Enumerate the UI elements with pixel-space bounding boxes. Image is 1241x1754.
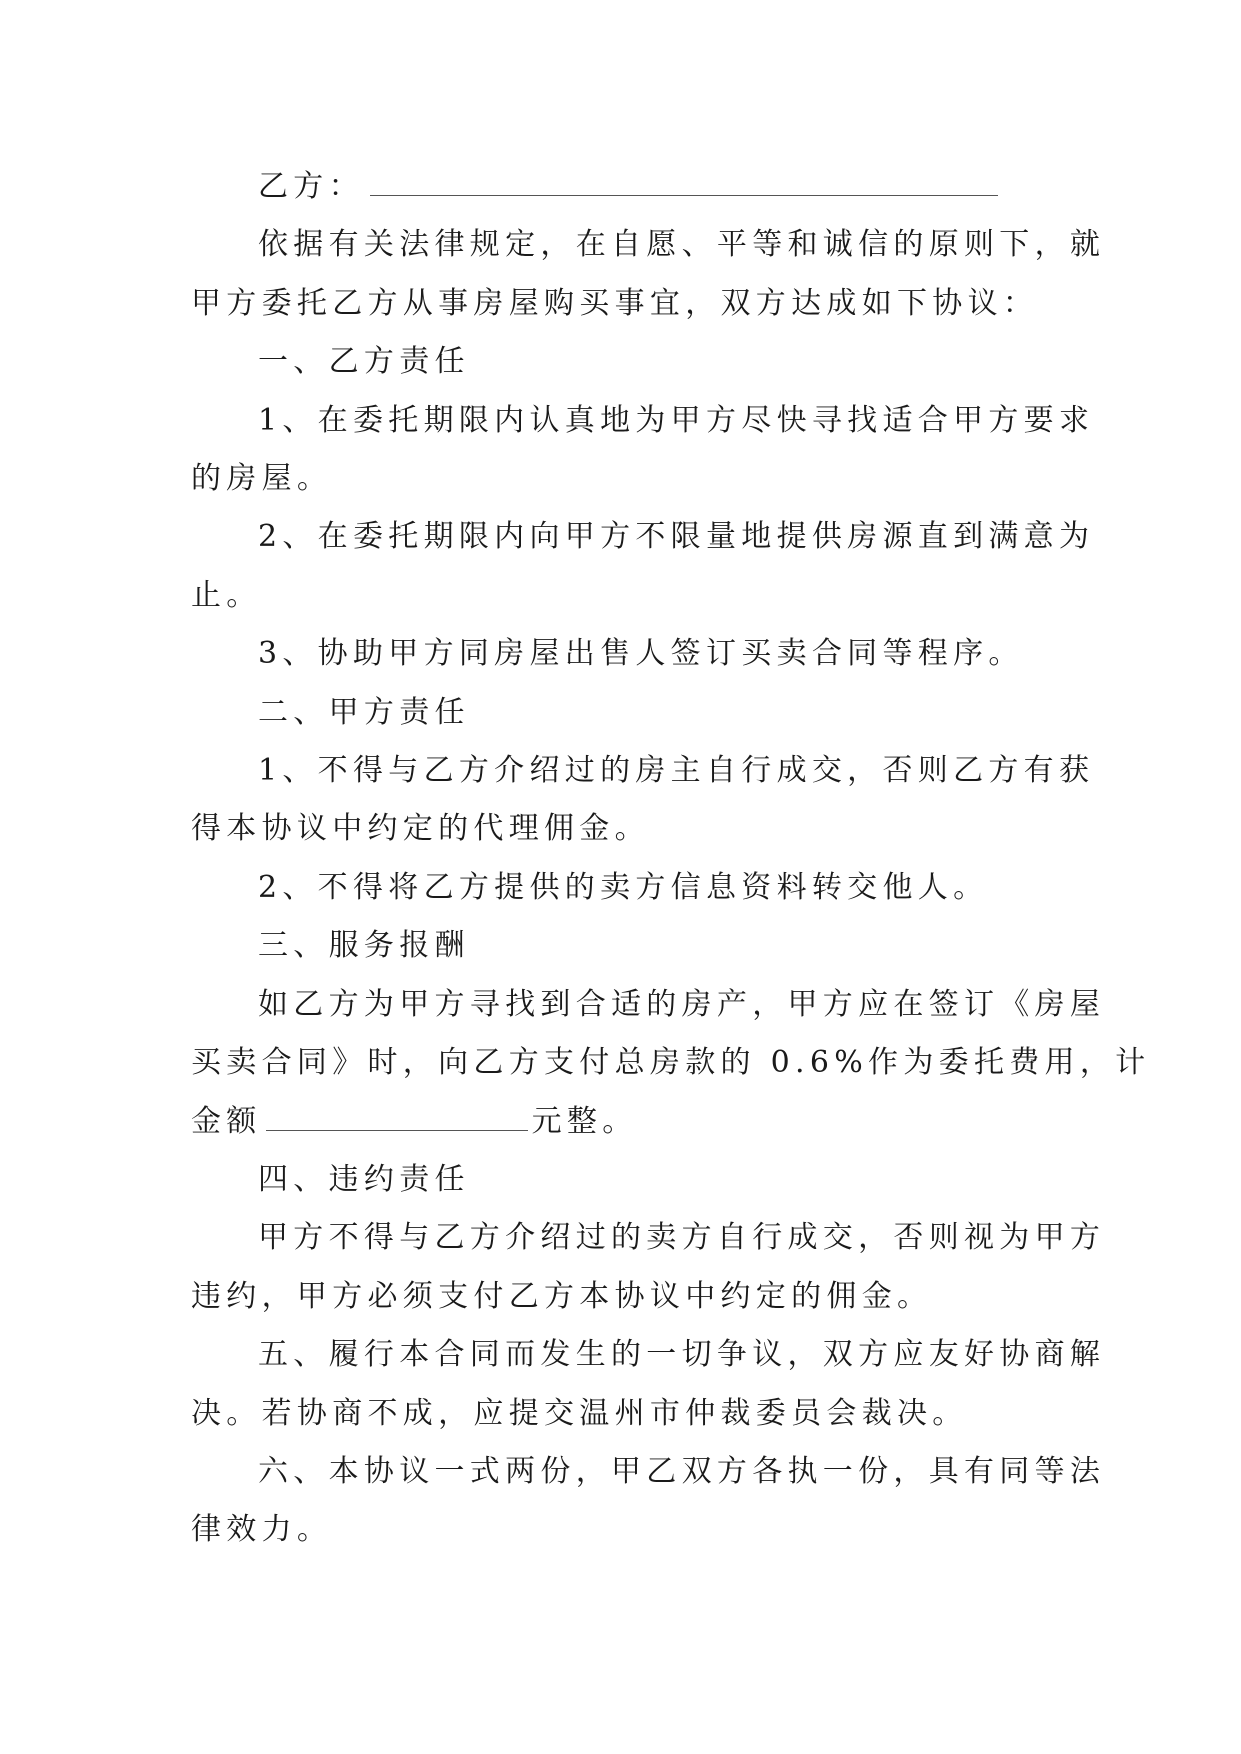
section-3-line-2: 买卖合同》时，向乙方支付总房款的 0.6%作为委托费用，计 <box>191 1045 1151 1081</box>
section-1-heading: 一、乙方责任 <box>258 344 470 380</box>
amount-blank <box>266 1108 528 1131</box>
section-2-item-1-line-1: 1、不得与乙方介绍过的房主自行成交，否则乙方有获 <box>258 753 1095 789</box>
section-1-item-3: 3、协助甲方同房屋出售人签订买卖合同等程序。 <box>258 636 1024 672</box>
section-1-item-2-line-1: 2、在委托期限内向甲方不限量地提供房源直到满意为 <box>258 519 1095 555</box>
section-6-line-1: 六、本协议一式两份，甲乙双方各执一份，具有同等法 <box>258 1453 1106 1489</box>
section-1-item-2-line-2: 止。 <box>191 577 262 613</box>
intro-line-2: 甲方委托乙方从事房屋购买事宜，双方达成如下协议： <box>191 285 1039 321</box>
section-6-paragraph <box>191 1443 1106 1560</box>
section-3-line-3 <box>191 1093 1051 1151</box>
section-3-heading: 三、服务报酬 <box>258 928 470 964</box>
intro-paragraph <box>191 216 1106 333</box>
section-5-paragraph <box>191 1326 1106 1443</box>
party-b-line <box>191 158 1051 216</box>
section-1-item-2 <box>191 508 1095 625</box>
section-5-line-1: 五、履行本合同而发生的一切争议，双方应友好协商解 <box>258 1337 1106 1373</box>
section-2-heading: 二、甲方责任 <box>258 694 470 730</box>
section-4-line-2: 违约，甲方必须支付乙方本协议中约定的佣金。 <box>191 1278 933 1314</box>
section-4-heading: 四、违约责任 <box>258 1161 470 1197</box>
section-4-line-1: 甲方不得与乙方介绍过的卖方自行成交，否则视为甲方 <box>258 1220 1106 1256</box>
document-body <box>191 158 1151 1560</box>
section-5-line-2: 决。若协商不成，应提交温州市仲裁委员会裁决。 <box>191 1395 968 1431</box>
section-6-line-2: 律效力。 <box>191 1512 333 1548</box>
section-1-item-1-line-2: 的房屋。 <box>191 461 333 497</box>
section-1-item-1 <box>191 392 1095 509</box>
section-2-item-2: 2、不得将乙方提供的卖方信息资料转交他人。 <box>258 869 989 905</box>
party-b-blank <box>370 173 998 196</box>
section-4-paragraph <box>191 1209 1106 1326</box>
intro-line-1: 依据有关法律规定，在自愿、平等和诚信的原则下，就 <box>258 227 1106 263</box>
section-2-item-1 <box>191 742 1095 859</box>
section-1-item-1-line-1: 1、在委托期限内认真地为甲方尽快寻找适合甲方要求 <box>258 402 1095 438</box>
section-3-line-1: 如乙方为甲方寻找到合适的房产，甲方应在签订《房屋 <box>258 986 1106 1022</box>
amount-suffix: 元整。 <box>531 1103 638 1139</box>
section-2-item-1-line-2: 得本协议中约定的代理佣金。 <box>191 811 650 847</box>
party-b-label: 乙方： <box>258 169 364 204</box>
amount-label: 金额 <box>191 1103 262 1139</box>
section-3-paragraph <box>191 976 1151 1151</box>
